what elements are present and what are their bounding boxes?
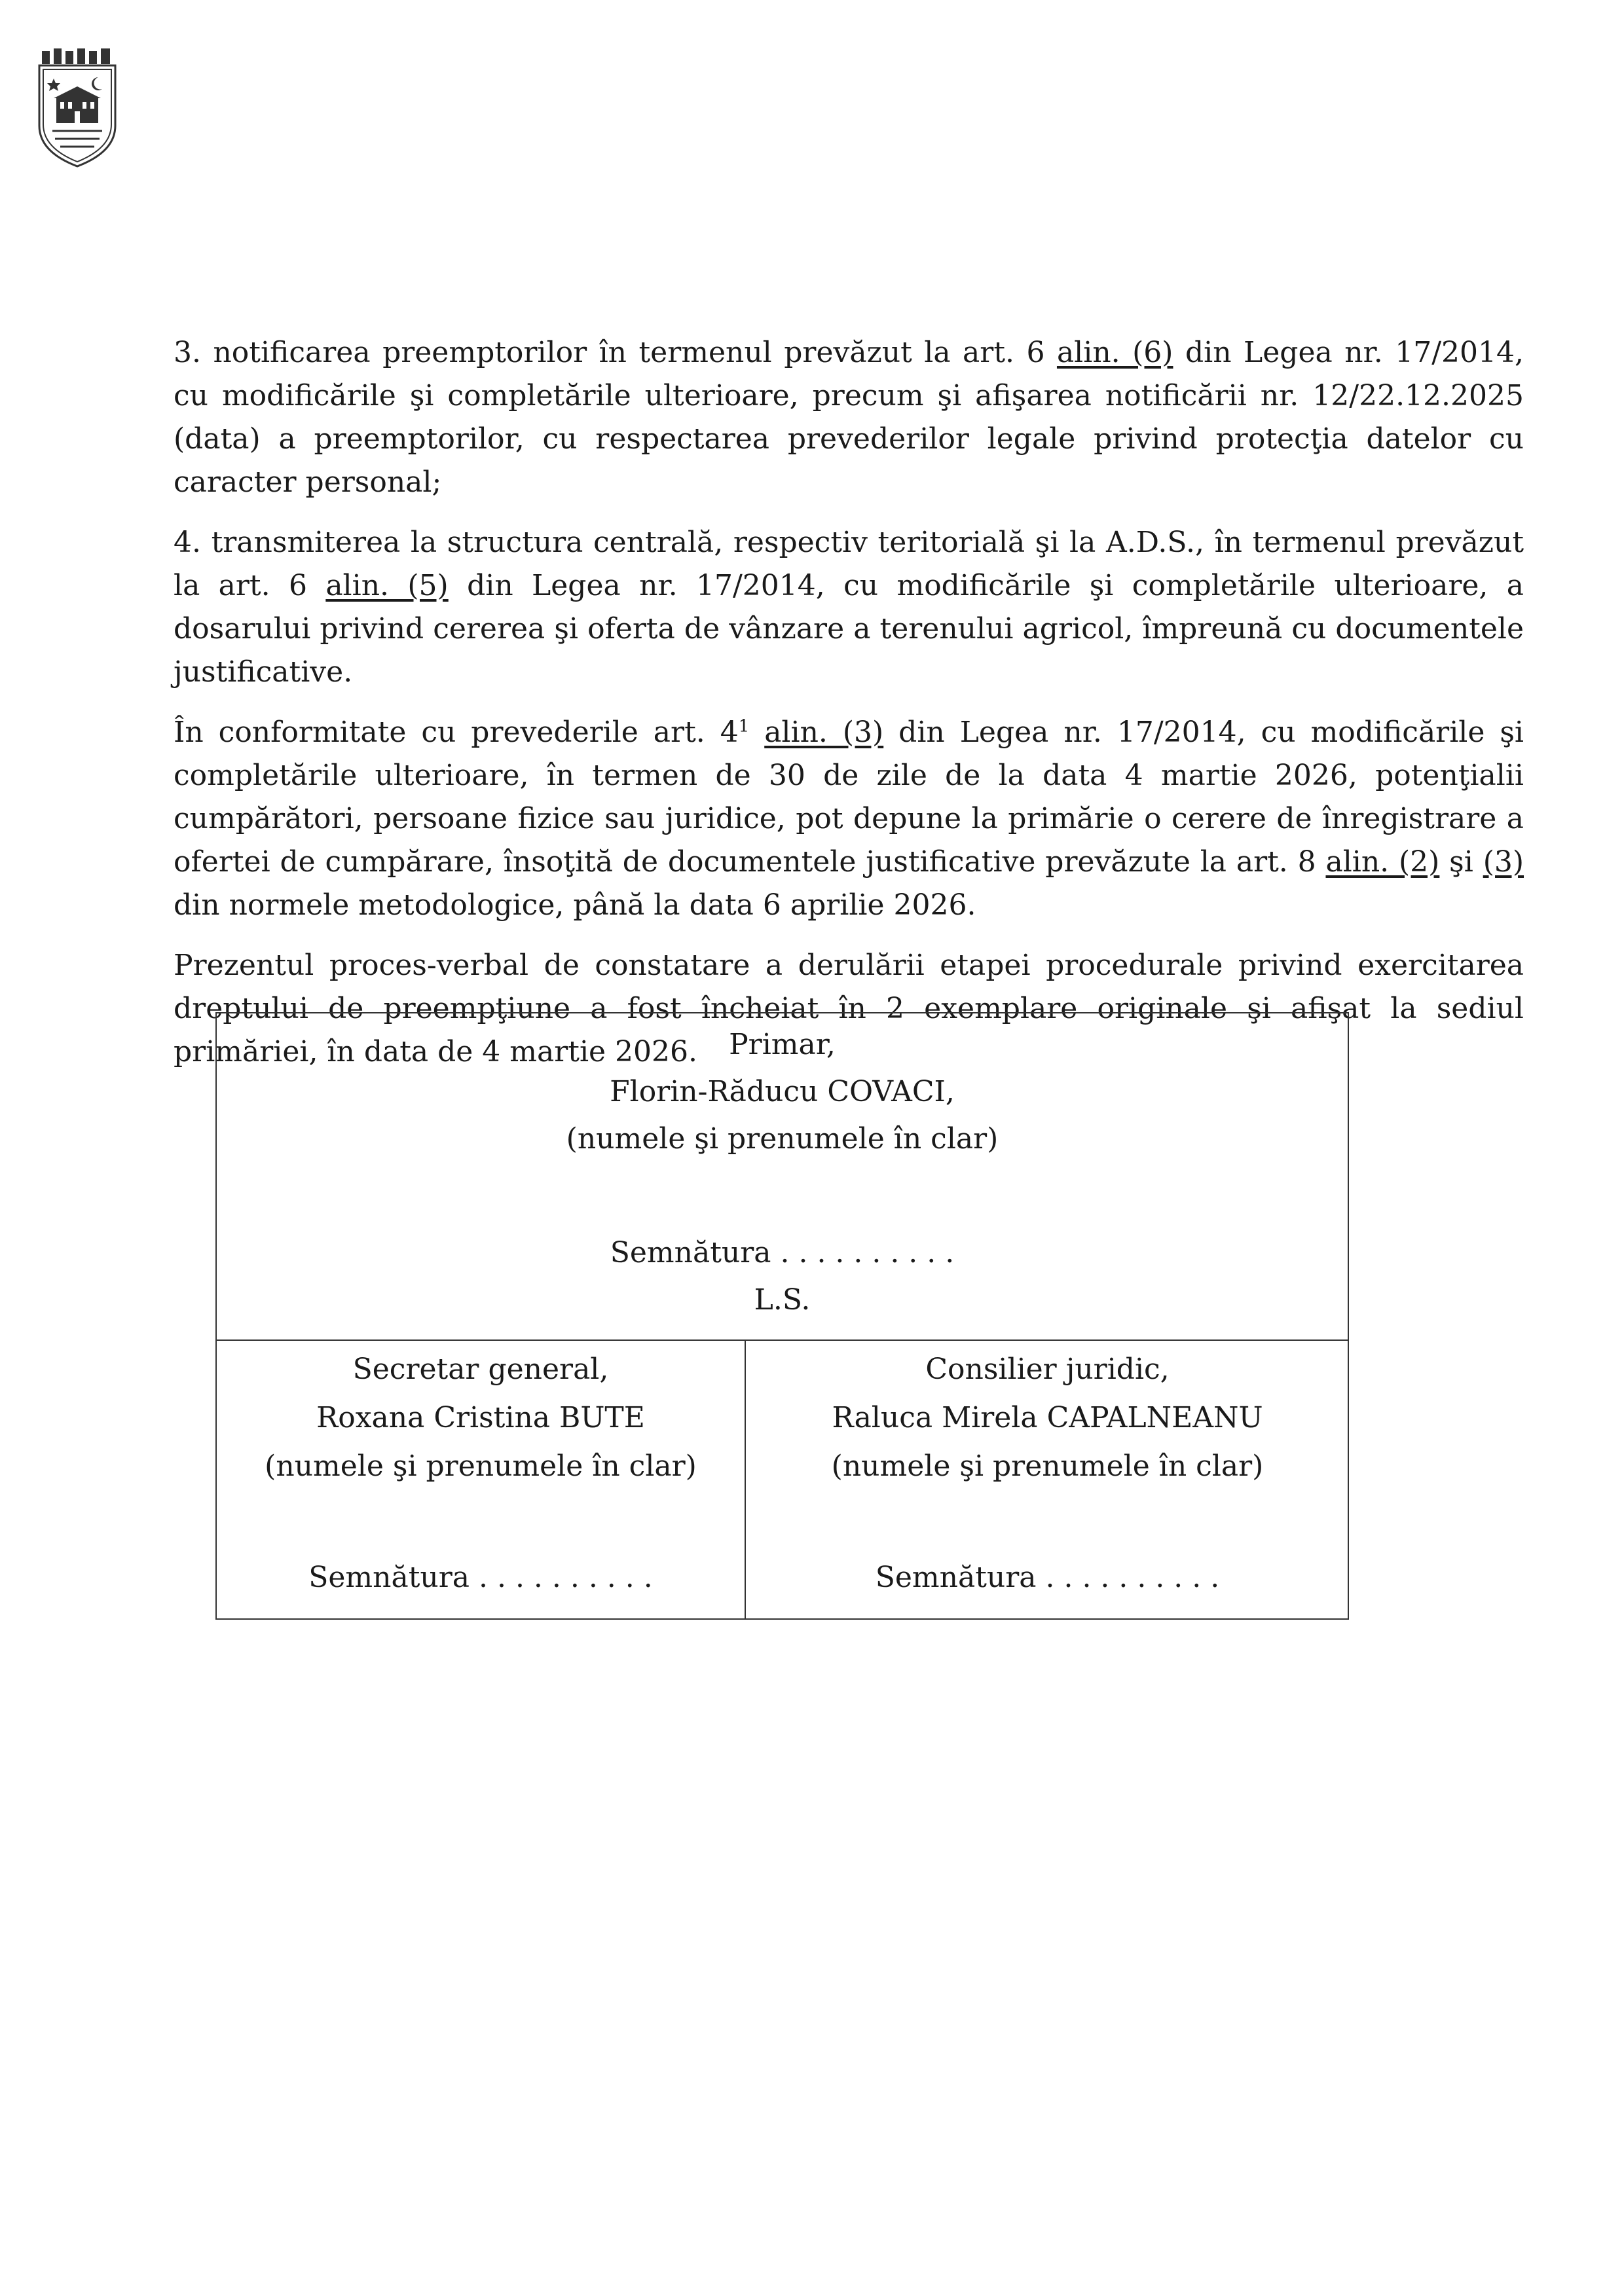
signature-cell-primar [217,1013,1348,1341]
signature-table [215,1012,1349,1620]
name-note: (numele şi prenumele în clar) [831,1449,1264,1483]
paragraph-3 [174,331,1524,504]
signature-line: Semnătura . . . . . . . . . . [875,1561,1220,1594]
role-label: Consilier juridic, [925,1353,1170,1386]
document-body [174,331,1524,1091]
role-label: Primar, [729,1028,836,1061]
paragraph-conformity-text-c: şi [1439,845,1483,879]
coat-of-arms-icon [34,47,120,169]
legal-reference: alin. (3) [764,716,884,749]
legal-reference: alin. (6) [1056,336,1173,369]
signature-line: Semnătura . . . . . . . . . . [610,1236,955,1269]
signature-line: Semnătura . . . . . . . . . . [308,1561,653,1594]
signatory-name: Florin-Răducu COVACI, [610,1075,955,1108]
signature-cell-consilier [746,1341,1349,1620]
paragraph-closing: Prezentul proces-verbal de constatare a derulării etapei procedurale privind exercitarea dreptului de preempţiune a fost încheiat în 2 exemplare originale şi afişat la sediul primăriei, în data de 4 martie 2026. [174,949,1524,1068]
paragraph-4-text-a: 4. transmiterea la structura centrală, respectiv teritorială şi la A.D.S., în termenul prevăzut la art. 6 [174,526,1524,602]
name-note: (numele şi prenumele în clar) [566,1122,999,1156]
paragraph-conformity-text-a: În conformitate cu prevederile art. 4 [174,716,739,749]
signatory-name: Roxana Cristina BUTE [316,1401,645,1434]
article-superscript: 1 [738,716,750,737]
legal-reference: alin. (2) [1325,845,1440,879]
name-note: (numele şi prenumele în clar) [265,1449,697,1483]
signature-cell-secretar [217,1341,746,1620]
paragraph-3-text-a: 3. notificarea preemptorilor în termenul prevăzut la art. 6 [174,336,1057,369]
paragraph-conformity-text-b: din Legea nr. 17/2014, cu modificările şi completările ulterioare, în termen de 30 de zile de la data 4 martie 2026, potenţialii cumpărători, persoane fizice sau juridice, pot depune la primărie o cerere de înregistrare a ofertei de cumpărare, însoţită de documentele justificative prevăzute la art. 8 [174,716,1524,879]
paragraph-conformity-text-d: din normele metodologice, până la data 6 aprilie 2026. [174,888,976,922]
legal-reference: (3) [1483,845,1524,879]
signatory-name: Raluca Mirela CAPALNEANU [832,1401,1263,1434]
role-label: Secretar general, [352,1353,609,1386]
paragraph-3-text-b: din Legea nr. 17/2014, cu modificările şi completările ulterioare, precum şi afişarea notificării nr. 12/22.12.2025 (data) a preemptorilor, cu respectarea prevederilor legale privind protecţia datelor cu caracter personal; [174,336,1524,499]
paragraph-4-text-b: din Legea nr. 17/2014, cu modificările şi completările ulterioare, a dosarului privind cererea şi oferta de vânzare a terenului agricol, împreună cu documentele justificative. [174,569,1524,689]
paragraph-4 [174,521,1524,694]
paragraph-conformity [174,711,1524,927]
legal-reference: alin. (5) [325,569,449,602]
seal-label: L.S. [754,1283,811,1317]
